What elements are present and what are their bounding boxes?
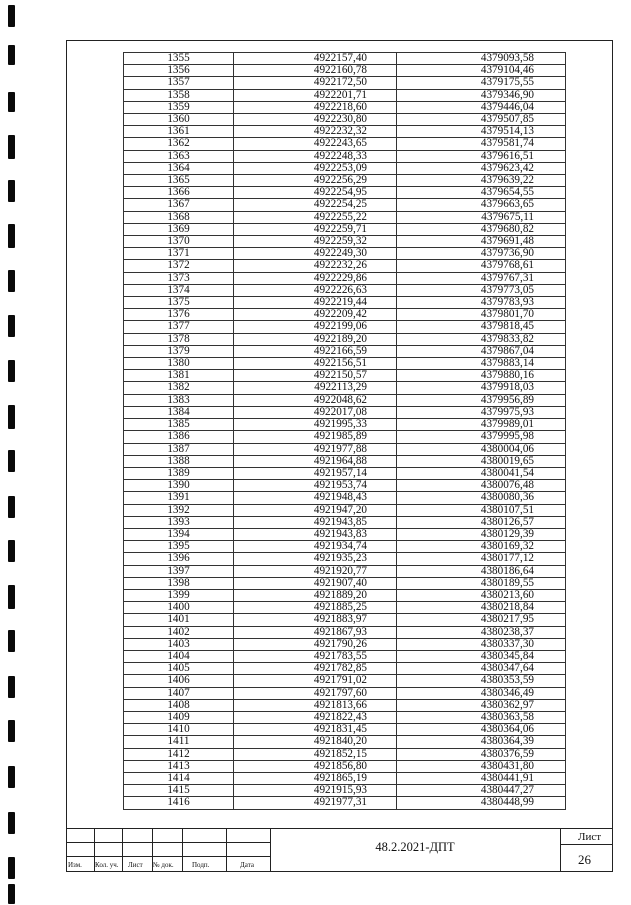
point-number-cell: 1386 — [124, 431, 234, 443]
point-number-cell: 1403 — [124, 638, 234, 650]
point-number-cell: 1393 — [124, 516, 234, 528]
y-coordinate-cell: 4380363,58 — [397, 711, 566, 723]
y-coordinate-cell: 4380376,59 — [397, 748, 566, 760]
table-row — [124, 284, 566, 296]
y-coordinate-cell: 4379768,61 — [397, 260, 566, 272]
y-coordinate-cell: 4380129,39 — [397, 528, 566, 540]
y-coordinate-cell: 4379623,42 — [397, 162, 566, 174]
binding-mark — [8, 585, 15, 609]
table-row — [124, 467, 566, 479]
table-row — [124, 211, 566, 223]
y-coordinate-cell: 4380189,55 — [397, 577, 566, 589]
point-number-cell: 1395 — [124, 541, 234, 553]
table-row — [124, 663, 566, 675]
table-row — [124, 150, 566, 162]
table-row — [124, 187, 566, 199]
table-row — [124, 126, 566, 138]
table-row — [124, 394, 566, 406]
table-row — [124, 675, 566, 687]
x-coordinate-cell: 4921790,26 — [234, 638, 397, 650]
x-coordinate-cell: 4922199,06 — [234, 321, 397, 333]
binding-mark — [8, 766, 15, 788]
table-row — [124, 504, 566, 516]
y-coordinate-cell: 4380346,49 — [397, 687, 566, 699]
x-coordinate-cell: 4921856,80 — [234, 760, 397, 772]
x-coordinate-cell: 4922113,29 — [234, 382, 397, 394]
x-coordinate-cell: 4921907,40 — [234, 577, 397, 589]
x-coordinate-cell: 4921977,88 — [234, 443, 397, 455]
x-coordinate-cell: 4922249,30 — [234, 248, 397, 260]
table-row — [124, 516, 566, 528]
y-coordinate-cell: 4380448,99 — [397, 797, 566, 809]
point-number-cell: 1384 — [124, 406, 234, 418]
point-number-cell: 1355 — [124, 53, 234, 65]
stamp-label-list: Лист — [128, 861, 143, 869]
table-row — [124, 199, 566, 211]
table-row — [124, 431, 566, 443]
point-number-cell: 1356 — [124, 65, 234, 77]
binding-mark — [8, 812, 15, 834]
table-row — [124, 626, 566, 638]
x-coordinate-cell: 4921782,85 — [234, 663, 397, 675]
point-number-cell: 1411 — [124, 736, 234, 748]
sheet-label: Лист — [578, 831, 602, 843]
x-coordinate-cell: 4921995,33 — [234, 419, 397, 431]
point-number-cell: 1367 — [124, 199, 234, 211]
y-coordinate-cell: 4380362,97 — [397, 699, 566, 711]
y-coordinate-cell: 4379880,16 — [397, 370, 566, 382]
table-row — [124, 687, 566, 699]
binding-mark — [8, 405, 15, 429]
y-coordinate-cell: 4379736,90 — [397, 248, 566, 260]
point-number-cell: 1362 — [124, 138, 234, 150]
point-number-cell: 1381 — [124, 370, 234, 382]
point-number-cell: 1359 — [124, 101, 234, 113]
y-coordinate-cell: 4380126,57 — [397, 516, 566, 528]
table-row — [124, 736, 566, 748]
table-row — [124, 236, 566, 248]
y-coordinate-cell: 4380353,59 — [397, 675, 566, 687]
point-number-cell: 1390 — [124, 480, 234, 492]
x-coordinate-cell: 4922226,63 — [234, 284, 397, 296]
table-row — [124, 492, 566, 504]
x-coordinate-cell: 4921889,20 — [234, 589, 397, 601]
y-coordinate-cell: 4379995,98 — [397, 431, 566, 443]
point-number-cell: 1394 — [124, 528, 234, 540]
y-coordinate-cell: 4380447,27 — [397, 785, 566, 797]
point-number-cell: 1361 — [124, 126, 234, 138]
table-row — [124, 309, 566, 321]
point-number-cell: 1416 — [124, 797, 234, 809]
x-coordinate-cell: 4922157,40 — [234, 53, 397, 65]
point-number-cell: 1404 — [124, 650, 234, 662]
table-row — [124, 553, 566, 565]
x-coordinate-cell: 4922017,08 — [234, 406, 397, 418]
y-coordinate-cell: 4379767,31 — [397, 272, 566, 284]
table-row — [124, 223, 566, 235]
point-number-cell: 1388 — [124, 455, 234, 467]
table-row — [124, 480, 566, 492]
y-coordinate-cell: 4380345,84 — [397, 650, 566, 662]
point-number-cell: 1396 — [124, 553, 234, 565]
point-number-cell: 1415 — [124, 785, 234, 797]
x-coordinate-cell: 4921934,74 — [234, 541, 397, 553]
table-row — [124, 455, 566, 467]
table-row — [124, 370, 566, 382]
coordinates-table — [123, 52, 566, 810]
table-row — [124, 443, 566, 455]
table-row — [124, 541, 566, 553]
x-coordinate-cell: 4921957,14 — [234, 467, 397, 479]
x-coordinate-cell: 4921865,19 — [234, 772, 397, 784]
table-row — [124, 297, 566, 309]
point-number-cell: 1364 — [124, 162, 234, 174]
binding-mark — [8, 360, 15, 382]
y-coordinate-cell: 4380041,54 — [397, 467, 566, 479]
point-number-cell: 1399 — [124, 589, 234, 601]
binding-mark — [8, 315, 15, 337]
binding-mark — [8, 496, 15, 518]
point-number-cell: 1379 — [124, 345, 234, 357]
point-number-cell: 1400 — [124, 602, 234, 614]
point-number-cell: 1357 — [124, 77, 234, 89]
x-coordinate-cell: 4922254,95 — [234, 187, 397, 199]
x-coordinate-cell: 4921813,66 — [234, 699, 397, 711]
x-coordinate-cell: 4921867,93 — [234, 626, 397, 638]
table-row — [124, 175, 566, 187]
table-row — [124, 650, 566, 662]
y-coordinate-cell: 4379883,14 — [397, 358, 566, 370]
x-coordinate-cell: 4921935,23 — [234, 553, 397, 565]
point-number-cell: 1366 — [124, 187, 234, 199]
point-number-cell: 1414 — [124, 772, 234, 784]
binding-mark — [8, 92, 15, 112]
y-coordinate-cell: 4380004,06 — [397, 443, 566, 455]
y-coordinate-cell: 4379918,03 — [397, 382, 566, 394]
y-coordinate-cell: 4379867,04 — [397, 345, 566, 357]
point-number-cell: 1369 — [124, 223, 234, 235]
y-coordinate-cell: 4379773,05 — [397, 284, 566, 296]
table-row — [124, 53, 566, 65]
point-number-cell: 1410 — [124, 724, 234, 736]
y-coordinate-cell: 4379680,82 — [397, 223, 566, 235]
y-coordinate-cell: 4380213,60 — [397, 589, 566, 601]
point-number-cell: 1406 — [124, 675, 234, 687]
table-row — [124, 77, 566, 89]
x-coordinate-cell: 4922172,50 — [234, 77, 397, 89]
binding-mark — [8, 270, 15, 292]
x-coordinate-cell: 4921791,02 — [234, 675, 397, 687]
point-number-cell: 1376 — [124, 309, 234, 321]
table-row — [124, 272, 566, 284]
point-number-cell: 1368 — [124, 211, 234, 223]
table-row — [124, 65, 566, 77]
x-coordinate-cell: 4921822,43 — [234, 711, 397, 723]
table-row — [124, 406, 566, 418]
table-row — [124, 724, 566, 736]
x-coordinate-cell: 4922229,86 — [234, 272, 397, 284]
point-number-cell: 1373 — [124, 272, 234, 284]
x-coordinate-cell: 4922218,60 — [234, 101, 397, 113]
stamp-label-izm: Изм. — [68, 861, 82, 869]
y-coordinate-cell: 4380217,95 — [397, 614, 566, 626]
y-coordinate-cell: 4380186,64 — [397, 565, 566, 577]
point-number-cell: 1401 — [124, 614, 234, 626]
y-coordinate-cell: 4379093,58 — [397, 53, 566, 65]
table-row — [124, 382, 566, 394]
table-row — [124, 614, 566, 626]
y-coordinate-cell: 4380347,64 — [397, 663, 566, 675]
point-number-cell: 1392 — [124, 504, 234, 516]
table-row — [124, 358, 566, 370]
x-coordinate-cell: 4921797,60 — [234, 687, 397, 699]
binding-mark — [8, 5, 15, 27]
point-number-cell: 1378 — [124, 333, 234, 345]
binding-mark — [8, 135, 15, 159]
binding-mark — [8, 180, 15, 202]
stamp-label-nom-dok: № док. — [153, 861, 174, 869]
y-coordinate-cell: 4380364,06 — [397, 724, 566, 736]
x-coordinate-cell: 4922230,80 — [234, 114, 397, 126]
y-coordinate-cell: 4379446,04 — [397, 101, 566, 113]
binding-mark — [8, 540, 15, 562]
x-coordinate-cell: 4922259,71 — [234, 223, 397, 235]
y-coordinate-cell: 4379507,85 — [397, 114, 566, 126]
table-row — [124, 772, 566, 784]
x-coordinate-cell: 4922255,22 — [234, 211, 397, 223]
y-coordinate-cell: 4380076,48 — [397, 480, 566, 492]
y-coordinate-cell: 4380238,37 — [397, 626, 566, 638]
y-coordinate-cell: 4380080,36 — [397, 492, 566, 504]
y-coordinate-cell: 4380431,80 — [397, 760, 566, 772]
table-row — [124, 602, 566, 614]
point-number-cell: 1398 — [124, 577, 234, 589]
y-coordinate-cell: 4379639,22 — [397, 175, 566, 187]
x-coordinate-cell: 4921947,20 — [234, 504, 397, 516]
x-coordinate-cell: 4922253,09 — [234, 162, 397, 174]
x-coordinate-cell: 4922248,33 — [234, 150, 397, 162]
table-row — [124, 321, 566, 333]
x-coordinate-cell: 4922219,44 — [234, 297, 397, 309]
x-coordinate-cell: 4922048,62 — [234, 394, 397, 406]
y-coordinate-cell: 4380364,39 — [397, 736, 566, 748]
table-row — [124, 577, 566, 589]
table-row — [124, 260, 566, 272]
x-coordinate-cell: 4922189,20 — [234, 333, 397, 345]
table-row — [124, 699, 566, 711]
x-coordinate-cell: 4921783,55 — [234, 650, 397, 662]
x-coordinate-cell: 4922259,32 — [234, 236, 397, 248]
point-number-cell: 1413 — [124, 760, 234, 772]
point-number-cell: 1382 — [124, 382, 234, 394]
x-coordinate-cell: 4921920,77 — [234, 565, 397, 577]
y-coordinate-cell: 4379175,55 — [397, 77, 566, 89]
x-coordinate-cell: 4921852,15 — [234, 748, 397, 760]
y-coordinate-cell: 4379956,89 — [397, 394, 566, 406]
binding-mark — [8, 676, 15, 698]
table-row — [124, 760, 566, 772]
x-coordinate-cell: 4922232,26 — [234, 260, 397, 272]
point-number-cell: 1363 — [124, 150, 234, 162]
binding-mark — [8, 224, 15, 248]
x-coordinate-cell: 4921840,20 — [234, 736, 397, 748]
point-number-cell: 1360 — [124, 114, 234, 126]
x-coordinate-cell: 4922232,32 — [234, 126, 397, 138]
table-row — [124, 162, 566, 174]
y-coordinate-cell: 4379663,65 — [397, 199, 566, 211]
binding-mark — [8, 450, 15, 472]
x-coordinate-cell: 4922150,57 — [234, 370, 397, 382]
sheet-number: 26 — [578, 852, 591, 867]
x-coordinate-cell: 4922160,78 — [234, 65, 397, 77]
title-block — [66, 828, 613, 872]
x-coordinate-cell: 4921964,88 — [234, 455, 397, 467]
x-coordinate-cell: 4921943,83 — [234, 528, 397, 540]
y-coordinate-cell: 4379783,93 — [397, 297, 566, 309]
y-coordinate-cell: 4380337,30 — [397, 638, 566, 650]
x-coordinate-cell: 4921985,89 — [234, 431, 397, 443]
point-number-cell: 1372 — [124, 260, 234, 272]
point-number-cell: 1389 — [124, 467, 234, 479]
x-coordinate-cell: 4921943,85 — [234, 516, 397, 528]
x-coordinate-cell: 4922166,59 — [234, 345, 397, 357]
y-coordinate-cell: 4379581,74 — [397, 138, 566, 150]
table-row — [124, 89, 566, 101]
table-row — [124, 638, 566, 650]
point-number-cell: 1365 — [124, 175, 234, 187]
y-coordinate-cell: 4379989,01 — [397, 419, 566, 431]
stamp-label-kol-uch: Кол. уч. — [95, 861, 119, 869]
y-coordinate-cell: 4379691,48 — [397, 236, 566, 248]
y-coordinate-cell: 4379675,11 — [397, 211, 566, 223]
x-coordinate-cell: 4921915,93 — [234, 785, 397, 797]
table-row — [124, 797, 566, 809]
table-row — [124, 138, 566, 150]
x-coordinate-cell: 4921883,97 — [234, 614, 397, 626]
binding-mark — [8, 720, 15, 742]
y-coordinate-cell: 4380177,12 — [397, 553, 566, 565]
table-row — [124, 333, 566, 345]
y-coordinate-cell: 4380107,51 — [397, 504, 566, 516]
y-coordinate-cell: 4379104,46 — [397, 65, 566, 77]
document-code: 48.2.2021-ДПТ — [375, 840, 455, 854]
y-coordinate-cell: 4380169,32 — [397, 541, 566, 553]
table-row — [124, 589, 566, 601]
x-coordinate-cell: 4921831,45 — [234, 724, 397, 736]
y-coordinate-cell: 4379346,90 — [397, 89, 566, 101]
point-number-cell: 1408 — [124, 699, 234, 711]
table-row — [124, 101, 566, 113]
table-row — [124, 785, 566, 797]
y-coordinate-cell: 4379801,70 — [397, 309, 566, 321]
point-number-cell: 1377 — [124, 321, 234, 333]
x-coordinate-cell: 4922254,25 — [234, 199, 397, 211]
point-number-cell: 1385 — [124, 419, 234, 431]
table-row — [124, 528, 566, 540]
table-row — [124, 748, 566, 760]
table-row — [124, 114, 566, 126]
x-coordinate-cell: 4921948,43 — [234, 492, 397, 504]
point-number-cell: 1407 — [124, 687, 234, 699]
point-number-cell: 1358 — [124, 89, 234, 101]
x-coordinate-cell: 4921977,31 — [234, 797, 397, 809]
coordinates-table-body — [124, 53, 566, 810]
table-row — [124, 248, 566, 260]
point-number-cell: 1374 — [124, 284, 234, 296]
point-number-cell: 1405 — [124, 663, 234, 675]
y-coordinate-cell: 4379654,55 — [397, 187, 566, 199]
y-coordinate-cell: 4380019,65 — [397, 455, 566, 467]
point-number-cell: 1397 — [124, 565, 234, 577]
binding-mark — [8, 630, 15, 652]
binding-mark — [8, 857, 15, 879]
table-row — [124, 711, 566, 723]
point-number-cell: 1370 — [124, 236, 234, 248]
point-number-cell: 1375 — [124, 297, 234, 309]
y-coordinate-cell: 4379833,82 — [397, 333, 566, 345]
binding-holes — [8, 0, 18, 905]
x-coordinate-cell: 4922243,65 — [234, 138, 397, 150]
point-number-cell: 1391 — [124, 492, 234, 504]
y-coordinate-cell: 4380441,91 — [397, 772, 566, 784]
y-coordinate-cell: 4380218,84 — [397, 602, 566, 614]
point-number-cell: 1371 — [124, 248, 234, 260]
binding-mark — [8, 884, 15, 904]
y-coordinate-cell: 4379818,45 — [397, 321, 566, 333]
point-number-cell: 1387 — [124, 443, 234, 455]
table-row — [124, 345, 566, 357]
y-coordinate-cell: 4379975,93 — [397, 406, 566, 418]
stamp-label-podp: Подп. — [192, 861, 210, 869]
point-number-cell: 1383 — [124, 394, 234, 406]
stamp-label-data: Дата — [240, 861, 254, 869]
y-coordinate-cell: 4379616,51 — [397, 150, 566, 162]
point-number-cell: 1402 — [124, 626, 234, 638]
x-coordinate-cell: 4922256,29 — [234, 175, 397, 187]
point-number-cell: 1409 — [124, 711, 234, 723]
x-coordinate-cell: 4921953,74 — [234, 480, 397, 492]
point-number-cell: 1412 — [124, 748, 234, 760]
binding-mark — [8, 45, 15, 65]
y-coordinate-cell: 4379514,13 — [397, 126, 566, 138]
point-number-cell: 1380 — [124, 358, 234, 370]
x-coordinate-cell: 4922209,42 — [234, 309, 397, 321]
x-coordinate-cell: 4922156,51 — [234, 358, 397, 370]
x-coordinate-cell: 4921885,25 — [234, 602, 397, 614]
table-row — [124, 565, 566, 577]
x-coordinate-cell: 4922201,71 — [234, 89, 397, 101]
table-row — [124, 419, 566, 431]
